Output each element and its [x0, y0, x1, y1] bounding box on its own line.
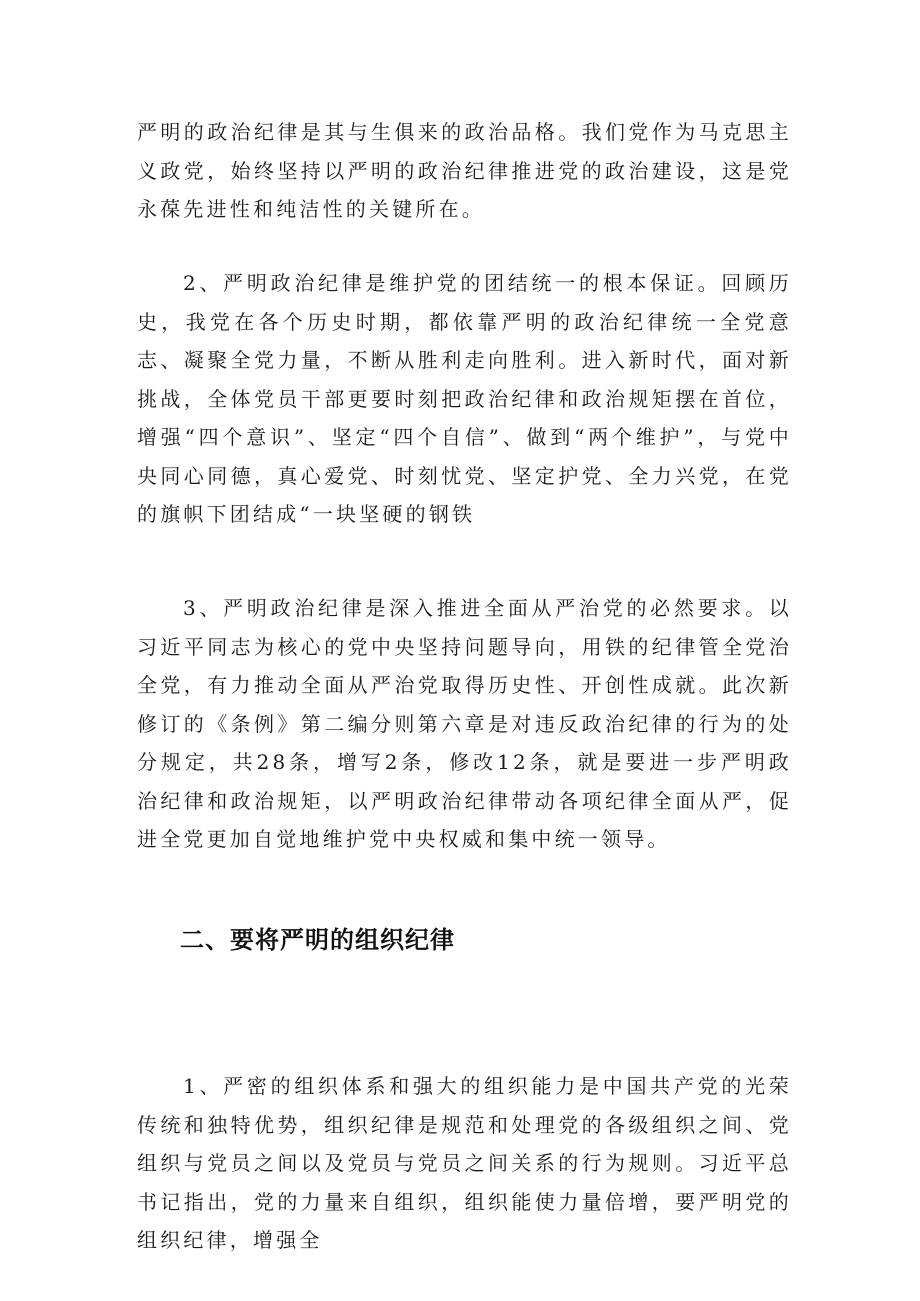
paragraph-political-character: 严明的政治纪律是其与生俱来的政治品格。我们党作为马克思主义政党，始终坚持以严明的政治纪律推进党的政治建设，这是党永葆先进性和纯洁性的关键所在。 [137, 120, 792, 221]
paragraph-unity-guarantee: 2、严明政治纪律是维护党的团结统一的根本保证。回顾历史，我党在各个历史时期，都依靠严明的政治纪律统一全党意志、凝聚全党力量，不断从胜利走向胜利。进入新时代，面对新挑战，全体党员干部更要时刻把政治纪律和政治规矩摆在首位，增强“四个意识”、坚定“四个自信”、做到“两个维护”，与党中央同心同德，真心爱党、时刻忧党、坚定护党、全力兴党，在党的旗帜下团结成“一块坚硬的钢铁 [137, 271, 792, 526]
paragraph-strict-governance: 3、严明政治纪律是深入推进全面从严治党的必然要求。以习近平同志为核心的党中央坚持问题导向，用铁的纪律管全党治全党，有力推动全面从严治党取得历史性、开创性成就。此次新修订的《条例》第二编分则第六章是对违反政治纪律的行为的处分规定，共28条，增写2条，修改12条，就是要进一步严明政治纪律和政治规矩，以严明政治纪律带动各项纪律全面从严，促进全党更加自觉地维护党中央权威和集中统一领导。 [137, 596, 792, 851]
paragraph-organizational-discipline: 1、严密的组织体系和强大的组织能力是中国共产党的光荣传统和独特优势，组织纪律是规范和处理党的各级组织之间、党组织与党员之间以及党员与党员之间关系的行为规则。习近平总书记指出，党的力量来自组织，组织能使力量倍增，要严明党的组织纪律，增强全 [137, 1074, 792, 1252]
section-heading: 二、要将严明的组织纪律 [180, 926, 455, 954]
